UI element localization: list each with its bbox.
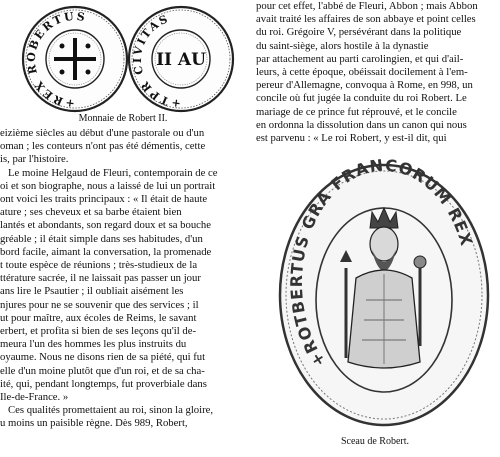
coins-illustration bbox=[18, 2, 238, 117]
text-line: du saint-siège, alors hostile à la dynastie bbox=[256, 39, 429, 52]
text-line: en ordonna la dissolution dans un canon qui nous bbox=[256, 118, 467, 131]
text-line: avait traité les affaires de son abbaye et point celles bbox=[256, 13, 476, 26]
coin-reverse-legend: +TPR CIVITAS bbox=[131, 11, 182, 111]
text-line: elle d'un moine plutôt que d'un roi, et de sa cha- bbox=[0, 364, 205, 377]
coin-reverse bbox=[129, 7, 233, 111]
text-line: lantés et abondants, son regard doux et sa bouche bbox=[0, 219, 212, 232]
text-line: du roi. Grégoire V, persévérant dans la politique bbox=[256, 26, 462, 39]
text-line: mariage de ce prince fut réprouvé, et le concile bbox=[256, 105, 457, 118]
text-line: ans lire le Psautier ; il oubliait aisément les bbox=[0, 285, 184, 298]
text-line: Ile-de-France. » bbox=[0, 391, 69, 404]
text-line: erbert, et profita si bien de ses leçons qu'il de- bbox=[0, 325, 197, 338]
text-line: oyaume. Nous ne disons rien de sa piété, qui fut bbox=[0, 351, 206, 364]
text-line: pereur d'Allemagne, convoqua à Rome, en 998, un bbox=[256, 79, 473, 92]
text-line: meura l'un des hommes les plus instruits du bbox=[0, 338, 187, 351]
seal-legend: +ROTBERTUS GRA FRANCORUM REX bbox=[286, 155, 477, 371]
text-line: pour cet effet, l'abbé de Fleuri, Abbon ; mais Abbon bbox=[256, 0, 478, 12]
text-line: ont voici les traits principaux : « Il était de haute bbox=[0, 193, 208, 206]
text-line: ature ; ses cheveux et sa barbe étaient bien bbox=[0, 206, 182, 219]
coin-obverse bbox=[23, 7, 127, 111]
text-line: bord facile, aimant la conversation, la promenade bbox=[0, 245, 212, 258]
text-line: njures pour ne se souvenir que des services ; il bbox=[0, 298, 199, 311]
seal-caption: Sceau de Robert. bbox=[340, 436, 410, 447]
seal-illustration bbox=[274, 150, 494, 430]
text-line: u moins un paisible règne. Dès 989, Robert, bbox=[0, 417, 188, 430]
text-line: gréable ; il était simple dans ses habitudes, d'un bbox=[0, 232, 203, 245]
text-line: oi et son biographe, nous a laissé de lui un portrait bbox=[0, 179, 216, 192]
text-line: concile où fut jugée la conduite du roi Robert. Le bbox=[256, 92, 467, 105]
text-line: ut pour maître, aux écoles de Reims, le savant bbox=[0, 311, 197, 324]
right-text-block bbox=[256, 0, 500, 145]
coin-caption: Monnaie de Robert II. bbox=[78, 113, 168, 124]
text-line: par attachement au parti carolingien, et qui d'ail- bbox=[256, 52, 464, 65]
text-line: eizième siècles au début d'une pastorale ou d'un bbox=[0, 127, 205, 139]
left-column bbox=[0, 0, 246, 457]
text-line: leurs, à cette époque, obéissait docilement à l'em- bbox=[256, 66, 468, 79]
right-column bbox=[250, 0, 500, 457]
text-line: est parvenu : « Le roi Robert, y est-il dit, qui bbox=[256, 132, 447, 145]
text-line: oman ; les conteurs n'ont pas été démentis, cette bbox=[0, 140, 206, 153]
text-line: t toute espèce de réunions ; très-studieux de la bbox=[0, 259, 198, 272]
text-line: ité, qui, pendant longtemps, fut proverbiale dans bbox=[0, 377, 207, 390]
text-line: Ces qualités promettaient au roi, sinon la gloire, bbox=[8, 404, 214, 417]
coin-reverse-center: II AU bbox=[156, 50, 206, 70]
left-text-block bbox=[0, 127, 246, 431]
text-line: is, par l'histoire. bbox=[0, 153, 69, 166]
coin-obverse-legend: +REX ROBERTUS bbox=[24, 9, 88, 111]
text-line: Le moine Helgaud de Fleuri, contemporain de ce bbox=[8, 166, 218, 179]
text-line: ttérature sacrée, il ne laissait pas passer un jour bbox=[0, 272, 201, 285]
